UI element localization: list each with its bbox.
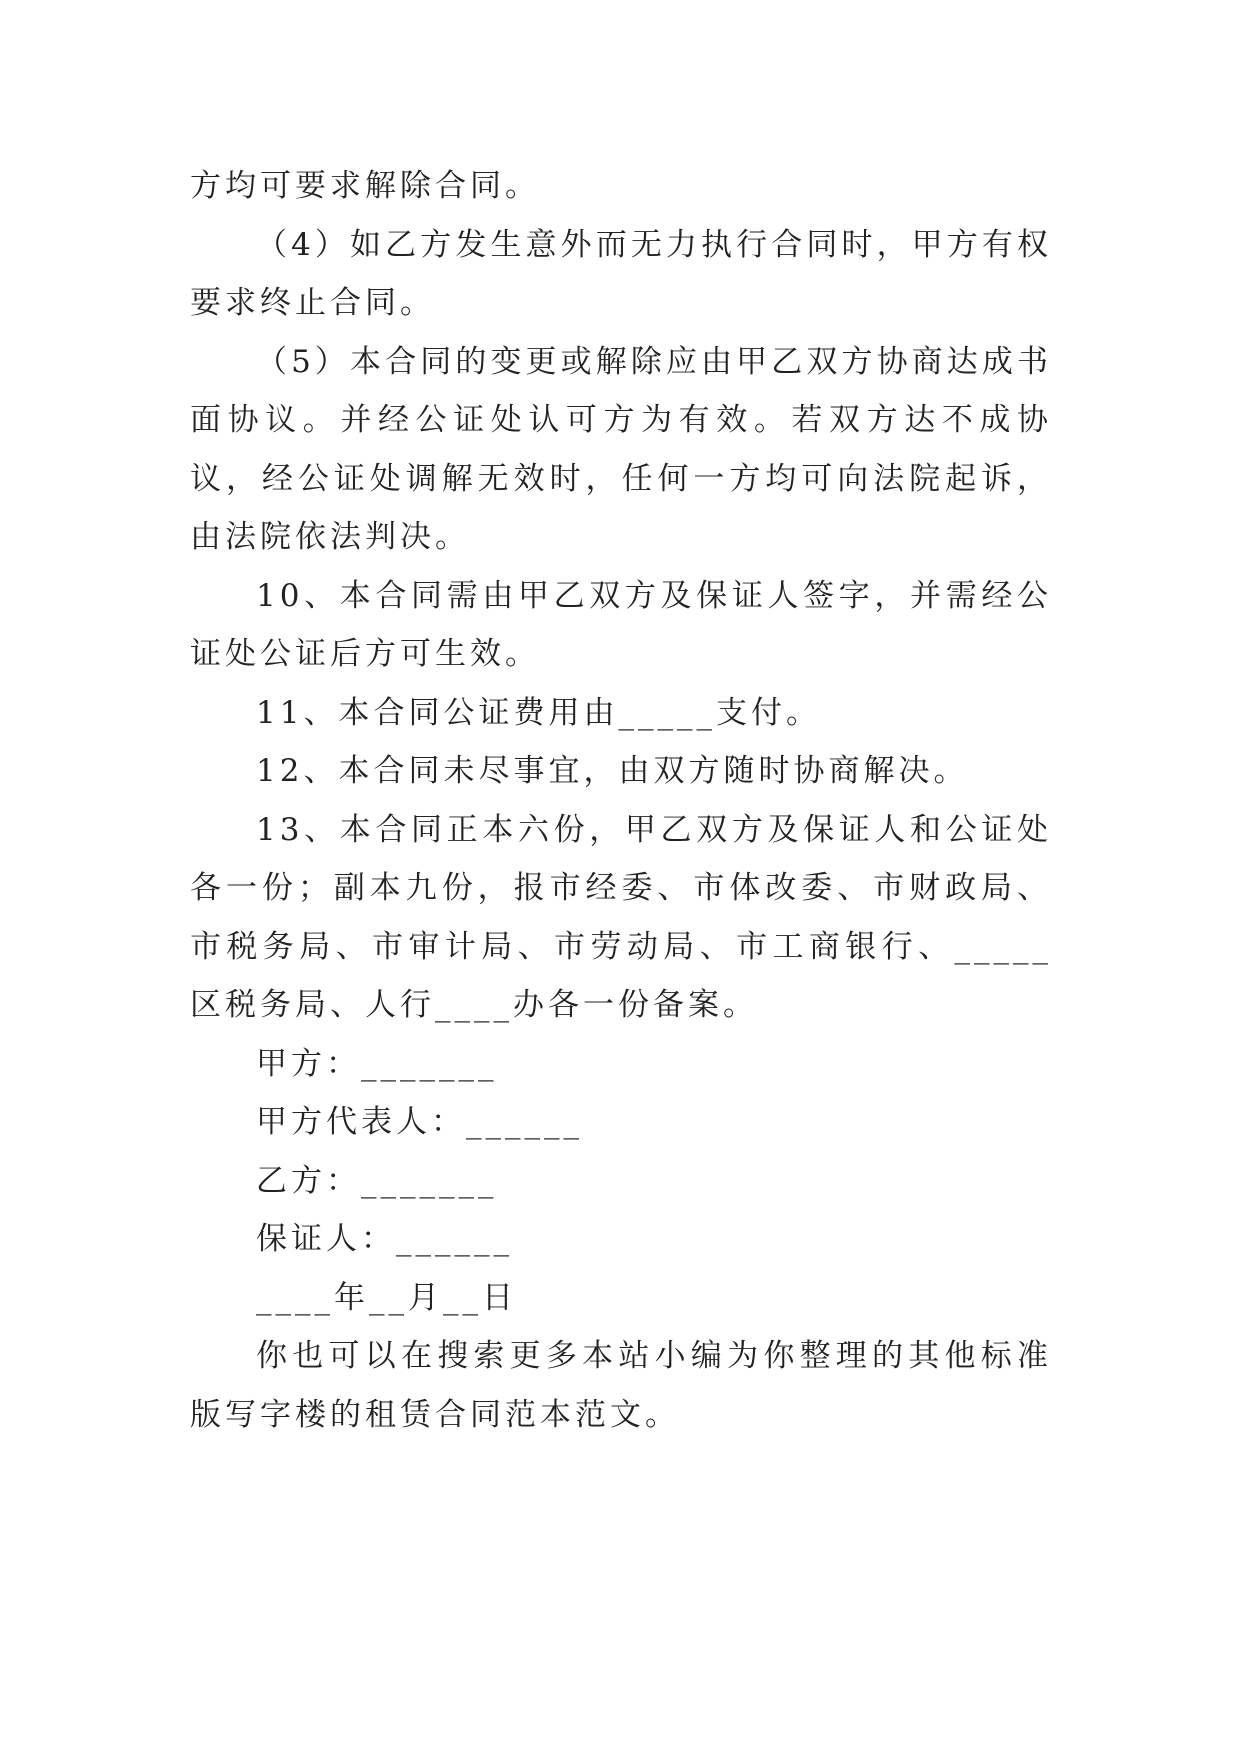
- paragraph-termination-continued: 方均可要求解除合同。: [190, 168, 540, 204]
- paragraph-clause-5: （5）本合同的变更或解除应由甲乙双方协商达成书面协议。并经公证处认可方为有效。若双方达不成协议，经公证处调解无效时，任何一方均可向法院起诉，由法院依法判决。: [190, 343, 1052, 555]
- signature-date: ____年__月__日: [256, 1279, 517, 1316]
- paragraph-article-12: 12、本合同未尽事宜，由双方随时协商解决。: [256, 753, 969, 789]
- signature-party-b: 乙方：_______: [256, 1162, 498, 1199]
- signature-party-a-representative: 甲方代表人：______: [256, 1104, 583, 1140]
- document-body: [190, 157, 1052, 1444]
- paragraph-article-11: 11、本合同公证费用由_____支付。: [256, 694, 821, 731]
- paragraph-article-13: 13、本合同正本六份，甲乙双方及保证人和公证处各一份；副本九份，报市经委、市体改委、市财政局、市税务局、市审计局、市劳动局、市工商银行、_____区税务局、人行____办各一份备案。: [190, 811, 1052, 1023]
- paragraph-closing-note: 你也可以在搜索更多本站小编为你整理的其他标准版写字楼的租赁合同范本范文。: [190, 1338, 1052, 1433]
- paragraph-article-10: 10、本合同需由甲乙双方及保证人签字，并需经公证处公证后方可生效。: [190, 577, 1052, 672]
- signature-guarantor: 保证人：______: [256, 1221, 513, 1257]
- signature-party-a: 甲方：_______: [256, 1045, 498, 1082]
- paragraph-clause-4: （4）如乙方发生意外而无力执行合同时，甲方有权要求终止合同。: [190, 226, 1052, 321]
